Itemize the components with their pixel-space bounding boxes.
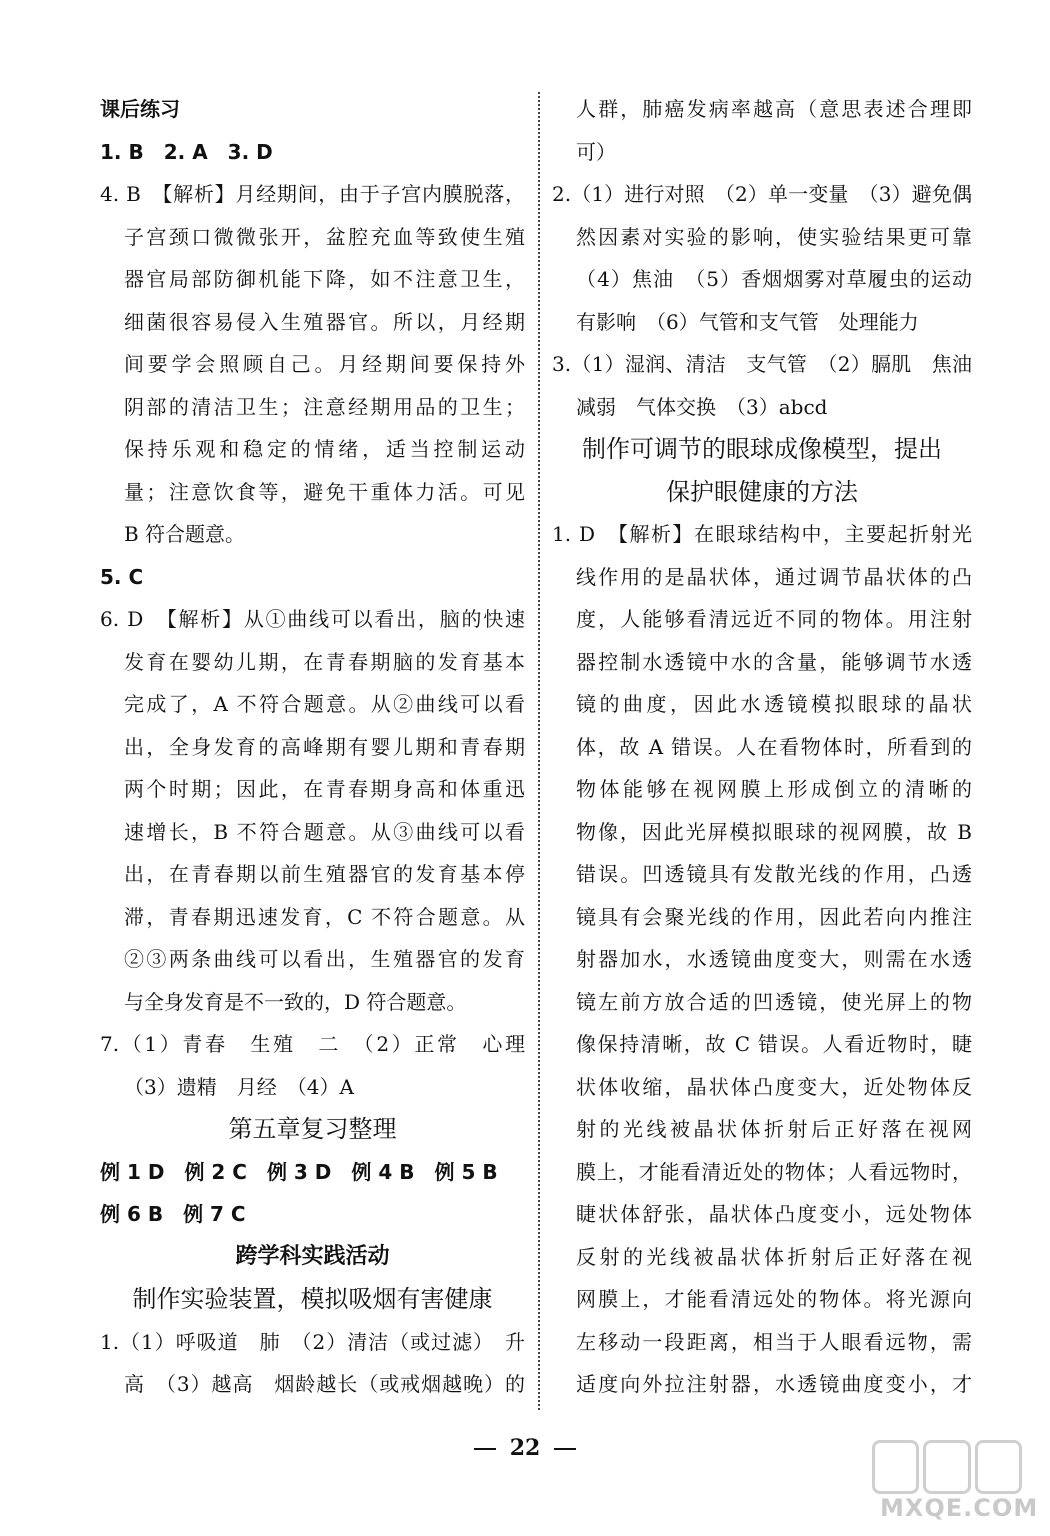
q7-line-2: （3）遗精 月经 （4）A [124, 1074, 354, 1099]
column-divider [538, 92, 540, 1410]
q6-line-1: 6. D 【解析】从①曲线可以看出，脑的快速 [100, 607, 525, 631]
e1-line-9: 错误。凹透镜具有发散光线的作用，凸透 [576, 862, 972, 886]
chapter-title: 第五章复习整理 [228, 1115, 397, 1143]
q4-line-6: 阴部的清洁卫生；注意经期用品的卫生； [124, 394, 525, 419]
q6-line-2: 发育在婴幼儿期，在青春期脑的发育基本 [124, 649, 525, 674]
e1-line-2: 线作用的是晶状体，通过调节晶状体的凸 [576, 564, 972, 589]
e1-line-13: 像保持清晰，故 C 错误。人看近物时，睫 [576, 1032, 972, 1056]
q4-line-5: 间要学会照顾自己。月经期间要保持外 [124, 352, 525, 376]
e1-line-6: 体，故 A 错误。人在看物体时，所看到的 [576, 734, 972, 759]
footer-dash-right [554, 1448, 576, 1450]
e1-line-15: 射的光线被晶状体折射后正好落在视网 [576, 1117, 972, 1141]
a1-line-1: 1.（1）呼吸道 肺 （2）清洁（或过滤） 升 [100, 1329, 525, 1354]
e1-line-5: 镜的曲度，因此水透镜模拟眼球的晶状 [576, 692, 972, 716]
e1-line-21: 适度向外拉注射器，水透镜曲度变小，才 [576, 1372, 972, 1396]
q6-line-3: 完成了，A 不符合题意。从②曲线可以看 [124, 692, 525, 716]
a2-line-2: 然因素对实验的影响，使实验结果更可靠 [576, 224, 972, 249]
cont-line-1: 人群，肺癌发病率越高（意思表述合理即 [576, 97, 972, 121]
examples-line-1: 例 1 D 例 2 C 例 3 D 例 4 B 例 5 B [100, 1159, 498, 1184]
e1-line-14: 状体收缩，晶状体凸度变大，近处物体反 [576, 1074, 972, 1099]
a1-line-2: 高 （3）越高 烟龄越长（或戒烟越晚）的 [124, 1372, 525, 1396]
e1-line-11: 射器加水，水透镜曲度变大，则需在水透 [576, 947, 972, 971]
a2-line-1: 2.（1）进行对照 （2）单一变量 （3）避免偶 [552, 182, 972, 206]
q6-line-7: 出，在青春期以前生殖器官的发育基本停 [124, 862, 525, 886]
e1-line-8: 物像，因此光屏模拟眼球的视网膜，故 B [576, 819, 972, 844]
q6-line-10: 与全身发育是不一致的，D 符合题意。 [124, 989, 467, 1014]
q4-line-9: B 符合题意。 [124, 522, 246, 546]
watermark-boxes [872, 1440, 1022, 1492]
watermark-logo [872, 1440, 1039, 1526]
q4-line-7: 保持乐观和稳定的情绪，适当控制运动 [124, 437, 525, 461]
e1-line-18: 反射的光线被晶状体折射后正好落在视 [576, 1244, 972, 1269]
answer-5: 5. C [100, 564, 144, 589]
examples-line-2: 例 6 B 例 7 C [100, 1202, 246, 1226]
e1-line-16: 膜上，才能看清近处的物体；人看远物时， [576, 1159, 972, 1184]
q4-line-2: 子宫颈口微微张开，盆腔充血等致使生殖 [124, 224, 525, 249]
watermark-box-2 [923, 1440, 970, 1494]
q6-line-4: 出，全身发育的高峰期有婴儿期和青春期 [124, 734, 525, 759]
q6-line-9: ②③两条曲线可以看出，生殖器官的发育 [124, 947, 525, 971]
q7-line-1: 7.（1）青春 生殖 二 （2）正常 心理 [100, 1032, 525, 1056]
left-column [100, 88, 525, 1406]
activity-title: 跨学科实践活动 [235, 1243, 390, 1269]
e1-line-20: 左移动一段距离，相当于人眼看远物，需 [576, 1329, 972, 1354]
cont-line-2: 可） [576, 139, 616, 164]
q6-line-6: 速增长，B 不符合题意。从③曲线可以看 [124, 819, 525, 844]
eye-title-line-2: 保护眼健康的方法 [666, 477, 858, 506]
watermark-box-3 [975, 1440, 1022, 1494]
e1-line-3: 度，人能够看清远近不同的物体。用注射 [576, 607, 972, 631]
q6-line-5: 两个时期；因此，在青春期身高和体重迅 [124, 777, 525, 801]
a2-line-4: 有影响 （6）气管和支气管 处理能力 [576, 309, 919, 334]
e1-line-1: 1. D 【解析】在眼球结构中，主要起折射光 [552, 522, 972, 546]
e1-line-19: 网膜上，才能看清远处的物体。将光源向 [576, 1287, 972, 1311]
q6-line-8: 滞，青春期迅速发育，C 不符合题意。从 [124, 904, 525, 929]
q4-line-3: 器官局部防御机能下降，如不注意卫生， [124, 267, 525, 291]
watermark-box-1 [872, 1440, 919, 1494]
q4-line-1: 4. B 【解析】月经期间，由于子宫内膜脱落， [100, 182, 525, 206]
watermark-text: MXQE.COM [880, 1494, 1039, 1522]
e1-line-17: 睫状体舒张，晶状体凸度变小，远处物体 [576, 1202, 972, 1226]
a2-line-3: （4）焦油 （5）香烟烟雾对草履虫的运动 [576, 267, 972, 291]
e1-line-4: 器控制水透镜中水的含量，能够调节水透 [576, 649, 972, 674]
answer-1-3: 1. B 2. A 3. D [100, 139, 273, 164]
e1-line-10: 镜具有会聚光线的作用，因此若向内推注 [576, 904, 972, 929]
q4-line-8: 量；注意饮食等，避免干重体力活。可见 [124, 479, 525, 504]
eye-title-line-1: 制作可调节的眼球成像模型，提出 [582, 435, 942, 463]
a3-line-1: 3.（1）湿润、清洁 支气管 （2）膈肌 焦油 [552, 352, 972, 376]
section-title: 课后练习 [100, 97, 180, 121]
q4-line-4: 细菌很容易侵入生殖器官。所以，月经期 [124, 309, 525, 334]
e1-line-12: 镜左前方放合适的凹透镜，使光屏上的物 [576, 989, 972, 1014]
footer-dash-left [474, 1448, 496, 1450]
right-column [552, 88, 972, 1406]
activity-subtitle: 制作实验装置，模拟吸烟有害健康 [132, 1285, 493, 1313]
a3-line-2: 减弱 气体交换 （3）abcd [576, 394, 828, 419]
e1-line-7: 物体能够在视网膜上形成倒立的清晰的 [576, 777, 972, 801]
page-number: 22 [509, 1435, 541, 1461]
